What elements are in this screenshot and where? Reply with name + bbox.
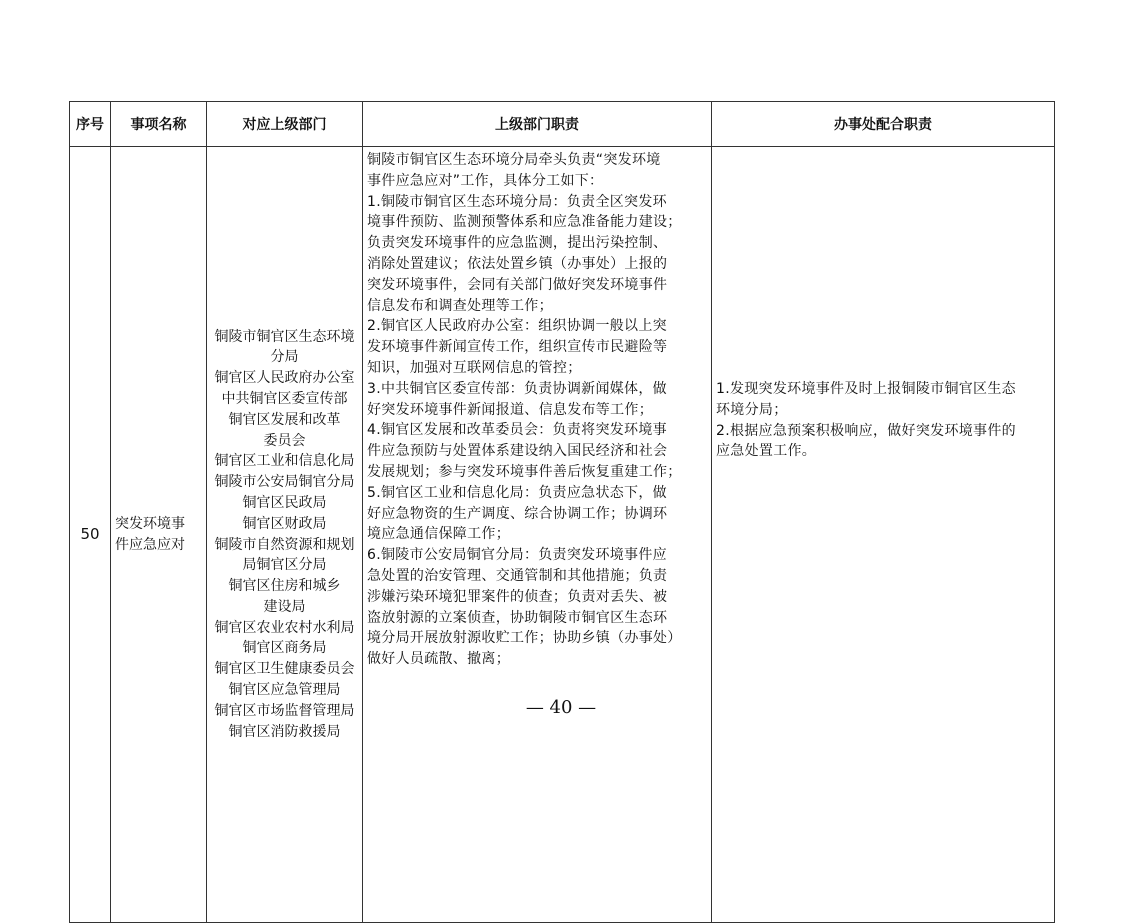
duty-text-line: 涉嫌污染环境犯罪案件的侦查；负责对丢失、被 (367, 588, 668, 605)
cell-superior-duties (363, 147, 712, 923)
office-duty-line: 应急处置工作。 (716, 443, 817, 460)
duty-text-line: 做好人员疏散、撤离； (367, 651, 510, 668)
office-duty-line: 环境分局； (716, 401, 788, 418)
duty-text-line: 急处置的治安管理、交通管制和其他措施；负责 (367, 567, 668, 584)
duty-text-line: 好突发环境事件新闻报道、信息发布等工作； (367, 401, 653, 418)
duty-text-line: 信息发布和调查处理等工作； (367, 297, 553, 314)
duty-text-line: 3.中共铜官区委宣传部：负责协调新闻媒体，做 (367, 380, 667, 397)
department-line: 铜官区住房和城乡 (228, 578, 341, 595)
department-line: 铜官区民政局 (242, 494, 327, 511)
duty-text-line: 发展规划；参与突发环境事件善后恢复重建工作； (367, 463, 682, 480)
cell-item-name (111, 147, 207, 923)
office-duty-line: 2.根据应急预案积极响应，做好突发环境事件的 (716, 422, 1016, 439)
header-sequence-no: 序号 (70, 102, 111, 147)
department-line: 局铜官区分局 (242, 557, 327, 574)
department-line: 铜陵市铜官区生态环境 (214, 328, 355, 345)
duty-text-line: 负责突发环境事件的应急监测，提出污染控制、 (367, 235, 668, 252)
duty-table (69, 101, 1055, 923)
department-line: 铜官区消防救援局 (228, 723, 341, 740)
header-superior-duties: 上级部门职责 (363, 102, 712, 147)
header-superior-department: 对应上级部门 (207, 102, 363, 147)
duty-text-line: 境分局开展放射源收贮工作；协助乡镇（办事处） (367, 630, 682, 647)
duty-text-line: 铜陵市铜官区生态环境分局牵头负责“突发环境 (367, 152, 661, 168)
page-number: — 40 — (525, 697, 597, 718)
duty-text-line: 境事件预防、监测预警体系和应急准备能力建设； (367, 214, 682, 231)
department-line: 铜官区人民政府办公室 (214, 370, 355, 387)
duty-text-line: 2.铜官区人民政府办公室：组织协调一般以上突 (367, 318, 667, 335)
duty-text-line: 突发环境事件，会同有关部门做好突发环境事件 (367, 276, 668, 293)
department-line: 铜官区市场监督管理局 (214, 702, 355, 719)
duty-text-line: 知识，加强对互联网信息的管控； (367, 359, 582, 376)
duty-text-line: 消除处置建议；依法处置乡镇（办事处）上报的 (367, 255, 668, 272)
department-line: 铜官区应急管理局 (228, 682, 341, 699)
department-line: 铜官区农业农村水利局 (214, 619, 355, 636)
department-line: 铜官区发展和改革 (228, 411, 341, 428)
department-line: 铜官区卫生健康委员会 (214, 661, 355, 678)
duty-text-line: 6.铜陵市公安局铜官分局：负责突发环境事件应 (367, 547, 667, 564)
duty-text-line: 5.铜官区工业和信息化局：负责应急状态下，做 (367, 484, 667, 501)
department-line: 铜官区商务局 (242, 640, 327, 657)
duty-text-line: 件应急预防与处置体系建设纳入国民经济和社会 (367, 443, 668, 460)
department-line: 铜官区财政局 (242, 515, 327, 532)
header-row (70, 102, 1055, 147)
department-line: 铜陵市自然资源和规划 (214, 536, 355, 553)
table-row (70, 147, 1055, 923)
cell-sequence-no: 50 (70, 147, 111, 923)
office-duty-line: 1.发现突发环境事件及时上报铜陵市铜官区生态 (716, 381, 1016, 397)
department-line: 建设局 (263, 598, 306, 615)
department-line: 铜陵市公安局铜官分局 (214, 474, 355, 491)
item-name-line: 突发环境事 (115, 515, 185, 532)
duty-text-line: 4.铜官区发展和改革委员会：负责将突发环境事 (367, 422, 667, 439)
item-name-line: 件应急应对 (115, 536, 185, 553)
duty-text-line: 好应急物资的生产调度、综合协调工作；协调环 (367, 505, 668, 522)
header-office-duties: 办事处配合职责 (712, 102, 1055, 147)
duty-text-line: 事件应急应对”工作，具体分工如下： (367, 172, 604, 189)
department-line: 铜官区工业和信息化局 (214, 453, 355, 470)
department-line: 分局 (270, 349, 299, 366)
duty-text-line: 盗放射源的立案侦查，协助铜陵市铜官区生态环 (367, 609, 668, 626)
cell-superior-departments (207, 147, 363, 923)
department-line: 中共铜官区委宣传部 (221, 390, 348, 407)
header-item-name: 事项名称 (111, 102, 207, 147)
department-line: 委员会 (263, 432, 306, 449)
duty-text-line: 1.铜陵市铜官区生态环境分局：负责全区突发环 (367, 193, 667, 210)
duty-text-line: 发环境事件新闻宣传工作，组织宣传市民避险等 (367, 339, 668, 356)
duty-text-line: 境应急通信保障工作； (367, 526, 510, 543)
cell-office-duties (712, 147, 1055, 923)
